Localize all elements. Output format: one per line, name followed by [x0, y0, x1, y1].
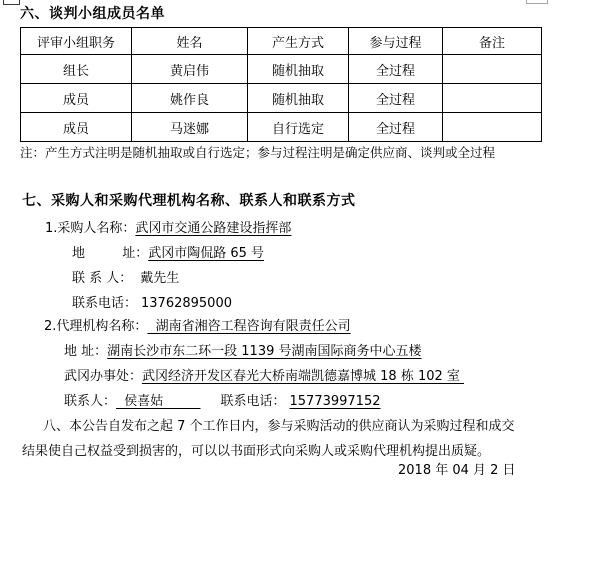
agency-contact-value: 侯喜姑	[116, 394, 201, 409]
agency-address-label: 地 址：	[64, 344, 108, 359]
purchaser-address-line	[72, 246, 264, 262]
agency-address-value: 湖南长沙市东二环一段 1139 号湖南国际商务中心五楼	[107, 344, 422, 359]
purchaser-contact-line	[72, 271, 179, 287]
agency-phone-value: 15773997152	[289, 394, 381, 409]
agency-phone-label: 联系电话：	[220, 394, 286, 409]
cropped-widget-artifact-right	[526, 0, 548, 4]
cell-remark	[443, 113, 542, 142]
agency-name-line	[44, 319, 351, 335]
agency-office-value: 武冈经济开发区春光大桥南端凯德嘉博城 18 栋 102 室	[142, 369, 465, 384]
cell-role: 成员	[21, 113, 132, 142]
cell-name: 马迷娜	[132, 113, 248, 142]
purchaser-contact-label: 联 系 人：	[72, 271, 133, 286]
agency-address-line	[64, 344, 422, 360]
purchaser-phone-label: 联系电话：	[72, 296, 138, 311]
purchaser-phone-line	[72, 296, 232, 312]
purchaser-phone-value: 13762895000	[141, 296, 232, 311]
purchaser-name-label: 1.采购人名称：	[45, 221, 136, 236]
cropped-widget-artifact-left	[3, 0, 20, 5]
cell-process: 全过程	[349, 84, 443, 113]
purchaser-name-line	[45, 221, 291, 237]
purchaser-address-value: 武冈市陶侃路 65 号	[148, 246, 265, 261]
cell-method: 自行选定	[248, 113, 349, 142]
section7-heading: 七、采购人和采购代理机构名称、联系人和联系方式	[22, 193, 356, 209]
cell-role: 成员	[21, 84, 132, 113]
agency-contact-line	[64, 394, 380, 410]
cell-method: 随机抽取	[248, 55, 349, 84]
col-header-name: 姓名	[132, 28, 248, 55]
col-header-method: 产生方式	[248, 28, 349, 55]
table-row	[21, 84, 542, 113]
cell-process: 全过程	[349, 55, 443, 84]
table-header-row	[21, 28, 542, 55]
cell-name: 黄启伟	[132, 55, 248, 84]
cell-process: 全过程	[349, 113, 443, 142]
cell-role: 组长	[21, 55, 132, 84]
cell-method: 随机抽取	[248, 84, 349, 113]
section6-heading: 六、谈判小组成员名单	[20, 6, 165, 22]
agency-name-value: 湖南省湘咨工程咨询有限责任公司	[147, 319, 351, 334]
cell-remark	[443, 84, 542, 113]
table-footnote: 注：产生方式注明是随机抽取或自行选定；参与过程注明是确定供应商、谈判或全过程	[20, 145, 496, 160]
evaluation-team-table	[20, 27, 542, 142]
cell-remark	[443, 55, 542, 84]
table-row	[21, 55, 542, 84]
purchaser-address-label: 地 址：	[72, 246, 149, 261]
table-row	[21, 113, 542, 142]
agency-name-label: 2.代理机构名称：	[44, 319, 148, 334]
purchaser-name-value: 武冈市交通公路建设指挥部	[135, 221, 292, 236]
col-header-process: 参与过程	[349, 28, 443, 55]
col-header-remark: 备注	[443, 28, 542, 55]
agency-office-line	[64, 369, 464, 385]
section8-paragraph: 八、本公告自发布之起 7 个工作日内，参与采购活动的供应商认为采购过程和成交结果使自己权益受到损害的，可以以书面形式向采购人或采购代理机构提出质疑。	[22, 419, 515, 459]
date-line: 2018 年 04 月 2 日	[398, 463, 516, 478]
agency-contact-label: 联系人：	[64, 394, 117, 409]
col-header-role: 评审小组职务	[21, 28, 132, 55]
agency-office-label: 武冈办事处：	[64, 369, 143, 384]
cell-name: 姚作良	[132, 84, 248, 113]
purchaser-contact-value: 戴先生	[140, 271, 180, 286]
